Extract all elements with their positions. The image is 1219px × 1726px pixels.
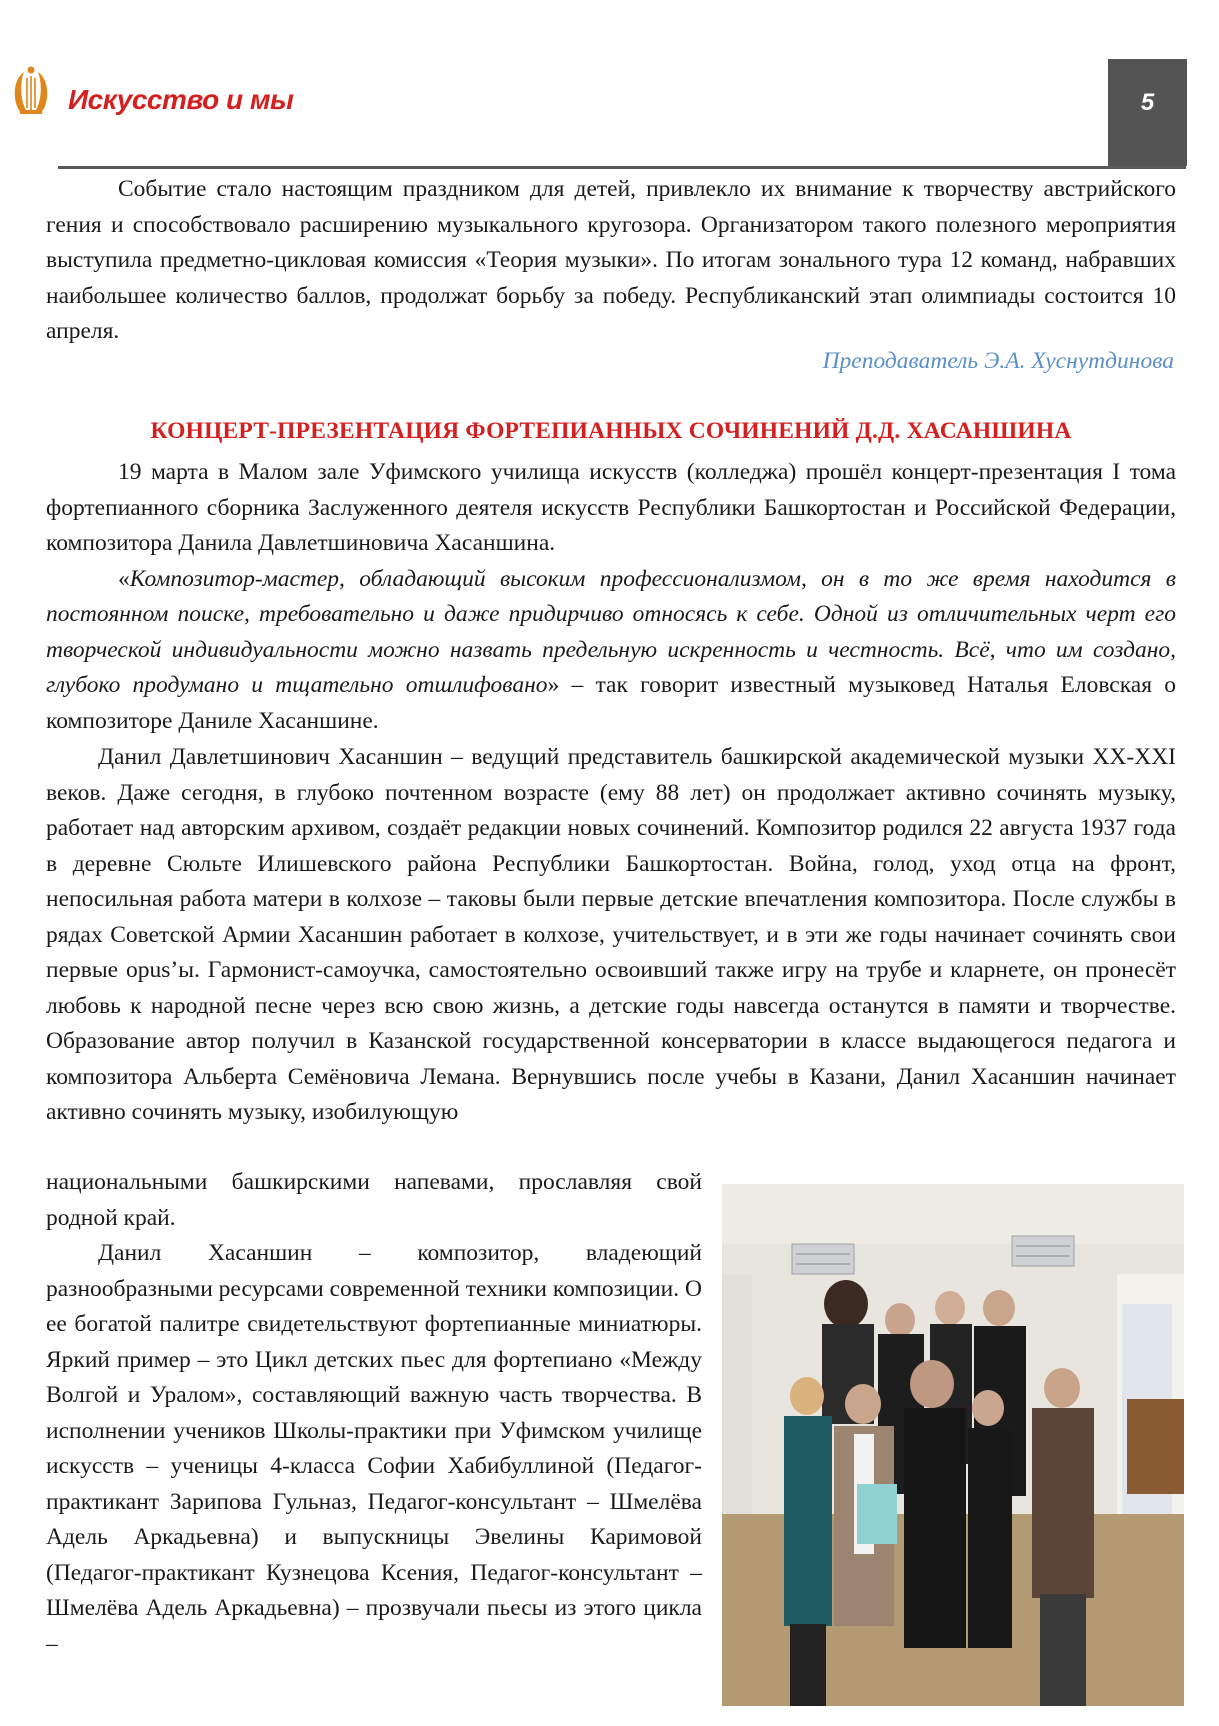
article-quote: Композитор-мастер, обладающий высоким профессионализмом, он в то же время находится в постоянном поиске, требовательно и даже придирчиво относясь к себе. Одной из отличительных черт его творческой индивидуальности можно назвать предельную искренность и честность. Всё, что им создано, глубоко продумано и тщательно отшлифовано [46, 565, 1176, 698]
lyre-logo-icon [10, 64, 52, 118]
miniatures-section [46, 1236, 702, 1662]
page-number: 5 [1140, 89, 1155, 116]
article-headline: КОНЦЕРТ-ПРЕЗЕНТАЦИЯ ФОРТЕПИАННЫХ СОЧИНЕНИЙ Д.Д. ХАСАНШИНА [150, 418, 1072, 444]
page-number-box [1108, 59, 1187, 166]
article-paragraph-3-cont: национальными башкирскими напевами, прославляя свой родной край. [46, 1169, 702, 1231]
article-quote-paragraph [46, 562, 1176, 740]
group-photo-illustration [722, 1184, 1184, 1706]
header-divider [58, 166, 1186, 169]
biography-section [46, 740, 1176, 1131]
biography-continuation [46, 1165, 702, 1236]
quote-attribution: » – так говорит известный музыковед Наталья Еловская о композиторе Даниле Хасаншине. [46, 672, 1176, 734]
article-intro [46, 455, 1176, 739]
article-paragraph-3: Данил Давлетшинович Хасаншин – ведущий представитель башкирской академической музыки XX-XXI веков. Даже сегодня, в глубоко почтенном возрасте (ему 88 лет) он продолжает активно сочинять музыку, работает над авторским архивом, создаёт редакции новых сочинений. Композитор родился 22 августа 1937 года в деревне Сюльте Илишевского района Республики Башкортостан. Война, голод, уход отца на фронт, непосильная работа матери в колхозе – таковы были первые детские впечатления композитора. После службы в рядах Советской Армии Хасаншин работает в колхозе, учительствует, и в эти же годы начинает сочинять свои первые opus’ы. Гармонист-самоучка, самостоятельно освоивший также игру на трубе и кларнете, он пронесёт любовь к народной песне через всю свою жизнь, а детские годы навсегда останутся в памяти и творчестве. Образование автор получил в Казанской государственной консерватории в классе выдающегося педагога и композитора Альберта Семёновича Лемана. Вернувшись после учебы в Казани, Данил Хасаншин начинает активно сочинять музыку, изобилующую [46, 744, 1176, 1125]
intro-author: Преподаватель Э.А. Хуснутдинова [822, 348, 1174, 374]
article-paragraph-4: Данил Хасаншин – композитор, владеющий разнообразными ресурсами современной техники композиции. О ее богатой палитре свидетельствуют фортепианные миниатюры. Яркий пример – это Цикл детских пьес для фортепиано «Между Волгой и Уралом», составляющий важную часть творчества. В исполнении учеников Школы-практики при Уфимском училище искусств – ученицы 4-класса Софии Хабибуллиной (Педагог-практикант Зарипова Гульназ, Педагог-консультант – Шмелёва Адель Аркадьевна) и выпускницы Эвелины Каримовой (Педагог-практикант Кузнецова Ксения, Педагог-консультант – Шмелёва Адель Аркадьевна) – прозвучали пьесы из этого цикла – [46, 1240, 702, 1657]
page-header [0, 0, 1219, 170]
group-photo [722, 1184, 1184, 1706]
magazine-title: Искусство и мы [68, 84, 294, 115]
article-paragraph-1: 19 марта в Малом зале Уфимского училища искусств (колледжа) прошёл концерт-презентация I тома фортепианного сборника Заслуженного деятеля искусств Республики Башкортостан и Российской Федерации, композитора Данила Давлетшиновича Хасаншина. [46, 459, 1176, 556]
intro-section [46, 172, 1176, 350]
quote-open-mark: « [118, 565, 130, 592]
intro-paragraph: Событие стало настоящим праздником для детей, привлекло их внимание к творчеству австрийского гения и способствовало расширению музыкального кругозора. Организатором такого полезного мероприятия выступила предметно-цикловая комиссия «Теория музыки». По итогам зонального тура 12 команд, набравших наибольшее количество баллов, продолжат борьбу за победу. Республиканский этап олимпиады состоится 10 апреля. [46, 176, 1176, 344]
